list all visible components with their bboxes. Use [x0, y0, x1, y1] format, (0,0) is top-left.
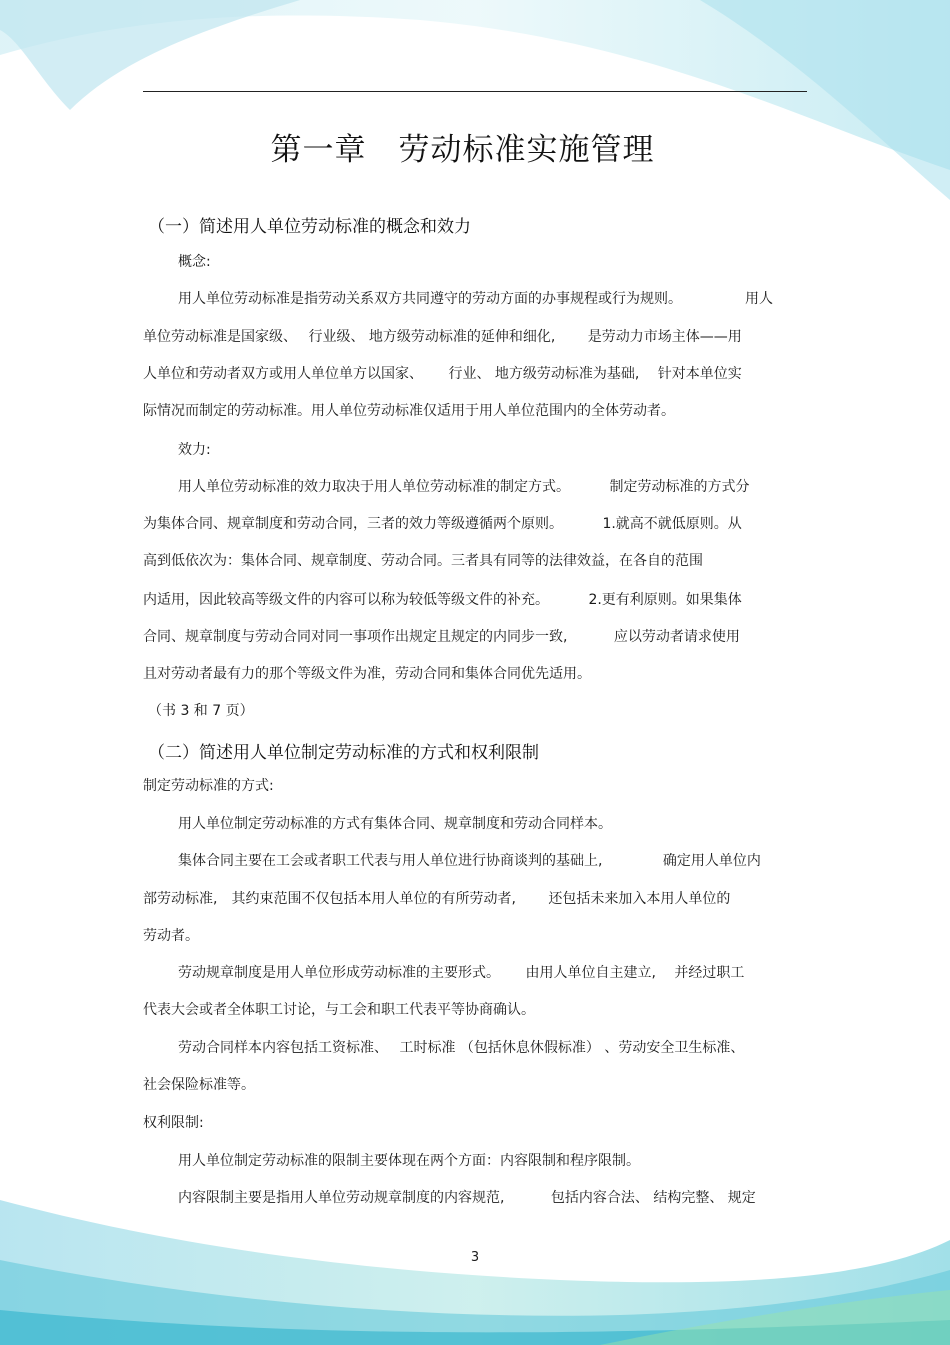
page-number: 3 [470, 1250, 480, 1265]
paragraph-line: 用人单位制定劳动标准的方式有集体合同、规章制度和劳动合同样本。 [178, 816, 612, 832]
section-heading: （一）简述用人单位劳动标准的概念和效力 [148, 217, 471, 237]
paragraph-line: 效力: [178, 442, 211, 458]
paragraph-line: 劳动规章制度是用人单位形成劳动标准的主要形式。 由用人单位自主建立, 并经过职工 [178, 965, 745, 981]
paragraph-line: 且对劳动者最有力的那个等级文件为准，劳动合同和集体合同优先适用。 [143, 666, 591, 682]
paragraph-line: 权利限制: [143, 1115, 204, 1131]
paragraph-line: （书 3 和 7 页） [148, 703, 254, 719]
paragraph-line: 内容限制主要是指用人单位劳动规章制度的内容规范, 包括内容合法、 结构完整、 规定 [178, 1190, 756, 1206]
paragraph-line: 高到低依次为：集体合同、规章制度、劳动合同。三者具有同等的法律效益，在各自的范围 [143, 553, 703, 569]
chapter-title: 第一章 劳动标准实施管理 [270, 132, 655, 168]
paragraph-line: 内适用，因此较高等级文件的内容可以称为较低等级文件的补充。 2.更有利原则。如果集体 [143, 592, 742, 608]
section-heading: （二）简述用人单位制定劳动标准的方式和权利限制 [148, 743, 539, 763]
paragraph-line: 用人单位劳动标准是指劳动关系双方共同遵守的劳动方面的办事规程或行为规则。 用人 [178, 291, 773, 307]
paragraph-line: 单位劳动标准是国家级、 行业级、 地方级劳动标准的延伸和细化, 是劳动力市场主体——用 [143, 329, 742, 345]
paragraph-line: 集体合同主要在工会或者职工代表与用人单位进行协商谈判的基础上, 确定用人单位内 [178, 853, 761, 869]
paragraph-line: 劳动合同样本内容包括工资标准、 工时标准 （包括休息休假标准） 、劳动安全卫生标准、 [178, 1040, 745, 1056]
header-rule [143, 91, 807, 92]
paragraph-line: 社会保险标准等。 [143, 1077, 255, 1093]
paragraph-line: 劳动者。 [143, 928, 199, 944]
paragraph-line: 用人单位制定劳动标准的限制主要体现在两个方面：内容限制和程序限制。 [178, 1153, 640, 1169]
paragraph-line: 人单位和劳动者双方或用人单位单方以国家、 行业、 地方级劳动标准为基础, 针对本单位实 [143, 366, 742, 382]
paragraph-line: 际情况而制定的劳动标准。用人单位劳动标准仅适用于用人单位范围内的全体劳动者。 [143, 403, 675, 419]
paragraph-line: 制定劳动标准的方式: [143, 778, 274, 794]
paragraph-line: 合同、规章制度与劳动合同对同一事项作出规定且规定的内同步一致, 应以劳动者请求使用 [143, 629, 740, 645]
paragraph-line: 为集体合同、规章制度和劳动合同，三者的效力等级遵循两个原则。 1.就高不就低原则。从 [143, 516, 742, 532]
paragraph-line: 概念: [178, 254, 211, 270]
paragraph-line: 用人单位劳动标准的效力取决于用人单位劳动标准的制定方式。 制定劳动标准的方式分 [178, 479, 750, 495]
paragraph-line: 部劳动标准, 其约束范围不仅包括本用人单位的有所劳动者, 还包括未来加入本用人单位的 [143, 891, 731, 907]
paragraph-line: 代表大会或者全体职工讨论，与工会和职工代表平等协商确认。 [143, 1002, 535, 1018]
